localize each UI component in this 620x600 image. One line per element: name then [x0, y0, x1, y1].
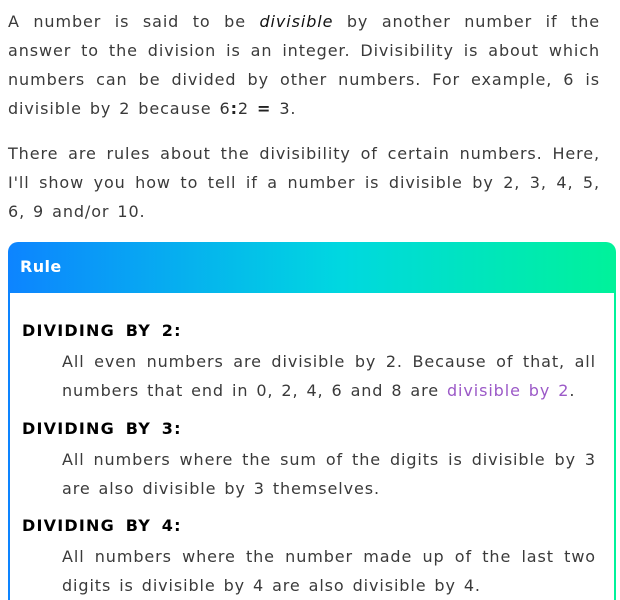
divisible-term: divisible — [259, 12, 334, 31]
rule-text-divide-by-2-end: . — [569, 381, 576, 400]
rule-text-divide-by-3: All numbers where the sum of the digits is divisible by 3 are also divisible by 3 themselves. — [62, 450, 596, 498]
rule-heading-divide-by-4: DIVIDING BY 4: — [22, 516, 182, 535]
rule-text-divide-by-4: All numbers where the number made up of the last two digits is divisible by 4 are also divisible by 4. — [62, 547, 596, 595]
rule-heading-divide-by-3: DIVIDING BY 3: — [22, 419, 182, 438]
rule-box — [8, 242, 616, 600]
intro-text-body: by another number if the answer to the division is an integer. Divisibility is about which numbers can be divided by other numbers. For example, 6 is divisible by 2 because — [8, 12, 600, 118]
example-equation — [220, 99, 291, 118]
math-divisor: 2 — [237, 99, 250, 118]
divisible-by-2-link[interactable]: divisible by 2 — [446, 381, 570, 400]
rule-box-title: Rule — [20, 257, 62, 276]
math-dividend: 6 — [219, 99, 231, 118]
math-equals-sign: = — [257, 99, 272, 118]
rules-intro-paragraph: There are rules about the divisibility of certain numbers. Here, I'll show you how to tell if a number is divisible by 2, 3, 4, 5, 6, 9 and/or 10. — [8, 144, 600, 221]
rule-text-divide-by-2-body: All even numbers are divisible by 2. Because of that, all numbers that end in 0, 2, 4, 6 and 8 are — [62, 352, 596, 400]
rule-heading-divide-by-2: DIVIDING BY 2: — [22, 321, 182, 340]
math-divide-operator: : — [230, 99, 238, 118]
intro-paragraph — [8, 7, 600, 123]
intro-text-start: A number is said to be — [8, 12, 260, 31]
math-quotient: 3 — [279, 99, 291, 118]
rule-box-body — [10, 293, 614, 600]
rule-text-divide-by-2 — [62, 347, 596, 405]
intro-period: . — [290, 99, 297, 118]
